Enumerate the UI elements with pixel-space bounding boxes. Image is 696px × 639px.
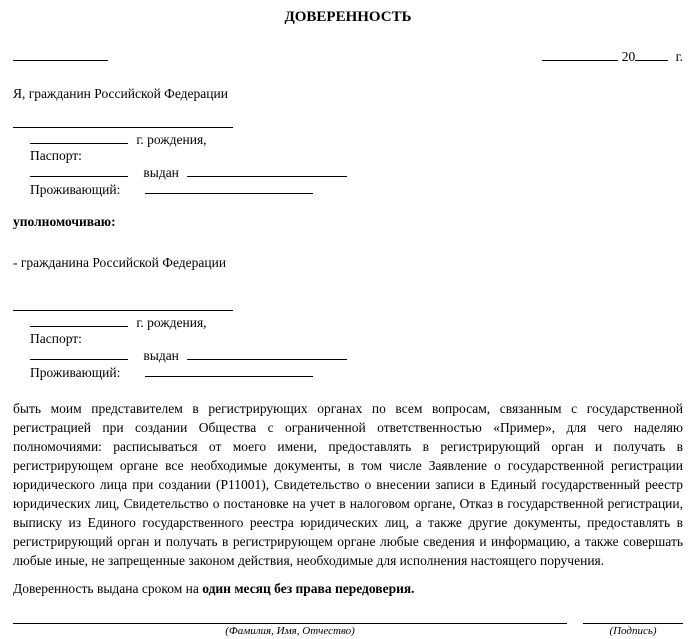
signature-caption: (Подпись) [609,625,657,638]
attorney-birth-date-blank-field [30,314,128,327]
principal-name-blank-field [13,115,233,128]
birth-label: г. рождения, [136,314,207,330]
attorney-name-blank-field [13,298,233,311]
term-sentence [13,581,683,598]
attorney-intro-text: - гражданина Российской Федерации [13,254,227,270]
passport-label: Паспорт: [30,330,82,346]
attorney-passport-issued-row [30,347,683,364]
signature-line [583,623,683,639]
attorney-birth-row [30,314,683,331]
principal-details-block [13,115,683,198]
attorney-details-block [13,298,683,381]
year-blank-field [635,48,668,61]
attorney-address-blank-field [145,364,313,377]
principal-birth-date-blank-field [30,131,128,144]
principal-intro-text: Я, гражданин Российской Федерации [13,85,228,101]
principal-passport-issuer-blank-field [187,164,347,177]
date-field-group [542,48,683,66]
attorney-passport-row [30,331,683,347]
principal-birth-row [30,131,683,148]
document-title: ДОВЕРЕННОСТЬ [284,9,412,25]
powers-paragraph: быть моим представителем в регистрирующих органах по всем вопросам, связанным с государственной регистрацией при создании Общества с ограниченной ответственностью «Пример», для чего наделяю полномочиями: расписываться от моего имени, предоставлять в регистрирующий орган и получать в регистрирующем органе все необходимые документы, в том числе Заявление о государственной регистрации юридического лица при создании (Р11001), Свидетельство о внесении записи в Единый государственный реестр юридических лиц, Свидетельство о постановке на учет в налоговом органе, Отказ в государственной регистрации, выписку из Единого государственного реестра юридических лиц, а также другие документы, предоставлять в регистрирующий орган и получать в регистрирующем органе любые сведения и информацию, а также совершать любые иные, не запрещенные законом действия, необходимые для исполнения настоящего поручения. [13,400,683,568]
attorney-residing-row [30,364,683,381]
passport-label: Паспорт: [30,147,82,163]
issued-label: выдан [143,347,179,363]
term-prefix-text: Доверенность выдана сроком на [13,580,203,596]
attorney-passport-issuer-blank-field [187,347,347,360]
principal-passport-issued-row [30,164,683,181]
residing-label: Проживающий: [30,181,121,197]
residing-label: Проживающий: [30,364,121,380]
year-suffix-text: г. [675,49,683,64]
principal-passport-number-blank-field [30,164,128,177]
attorney-passport-number-blank-field [30,347,128,360]
date-row [13,48,683,66]
place-blank-field [13,48,108,61]
term-bold-text: один месяц без права передоверия. [202,580,415,596]
authorize-heading: уполномочиваю: [13,213,116,229]
full-name-caption: (Фамилия, Имя, Отчество) [225,625,355,638]
principal-passport-row [30,148,683,164]
birth-label: г. рождения, [136,131,207,147]
principal-residing-row [30,181,683,198]
date-day-month-blank-field [542,48,618,61]
full-name-signature-line [13,623,567,639]
year-prefix-text: 20 [621,49,636,64]
principal-address-blank-field [145,181,313,194]
signature-row [13,623,683,639]
issued-label: выдан [143,164,179,180]
